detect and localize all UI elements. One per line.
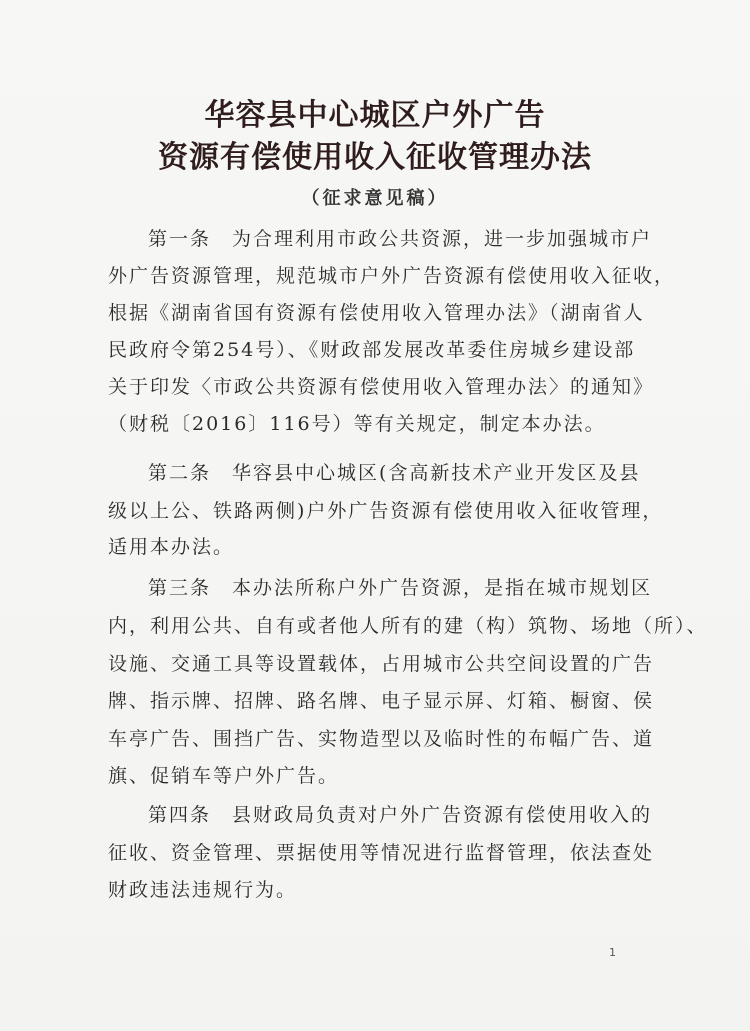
article-3-line: 设施、交通工具等设置载体，占用城市公共空间设置的广告 [108,653,655,675]
page-number: 1 [609,946,616,959]
article-1-line: 外广告资源管理，规范城市户外广告资源有偿使用收入征收， [108,265,676,287]
article-2-line: 第二条 华容县中心城区(含高新技术产业开发区及县 [148,462,641,484]
article-1-line: 关于印发〈市政公共资源有偿使用收入管理办法〉的通知》 [108,376,655,398]
document-subtitle: （征求意见稿） [301,188,449,209]
article-4-line: 征收、资金管理、票据使用等情况进行监督管理，依法查处 [108,842,655,864]
article-3-line: 牌、指示牌、招牌、路名牌、电子显示屏、灯箱、橱窗、侯 [108,690,655,712]
article-3-line: 第三条 本办法所称户外广告资源，是指在城市规划区 [148,577,653,599]
article-1-line: 第一条 为合理利用市政公共资源，进一步加强城市户 [148,228,653,250]
article-1-line: 民政府令第254号）、《财政部发展改革委住房城乡建设部 [108,339,636,361]
article-2-line: 级以上公、铁路两侧)户外广告资源有偿使用收入征收管理， [108,500,664,522]
article-4-line: 财政违法违规行为。 [108,879,298,901]
article-3-line: 内，利用公共、自有或者他人所有的建（构）筑物、场地（所）、 [108,615,708,637]
article-1-line: 根据《湖南省国有资源有偿使用收入管理办法》（湖南省人 [108,302,645,324]
article-1-line: （财税〔2016〕116号）等有关规定，制定本办法。 [108,413,606,435]
document-title-line-1: 华容县中心城区户外广告 [204,98,546,133]
article-4-line: 第四条 县财政局负责对户外广告资源有偿使用收入的 [148,804,653,826]
article-2-line: 适用本办法。 [108,536,235,558]
article-3-line: 车亭广告、围挡广告、实物造型以及临时性的布幅广告、道 [108,728,655,750]
document-title-line-2: 资源有偿使用收入征收管理办法 [158,140,592,175]
article-3-line: 旗、促销车等户外广告。 [108,765,340,787]
